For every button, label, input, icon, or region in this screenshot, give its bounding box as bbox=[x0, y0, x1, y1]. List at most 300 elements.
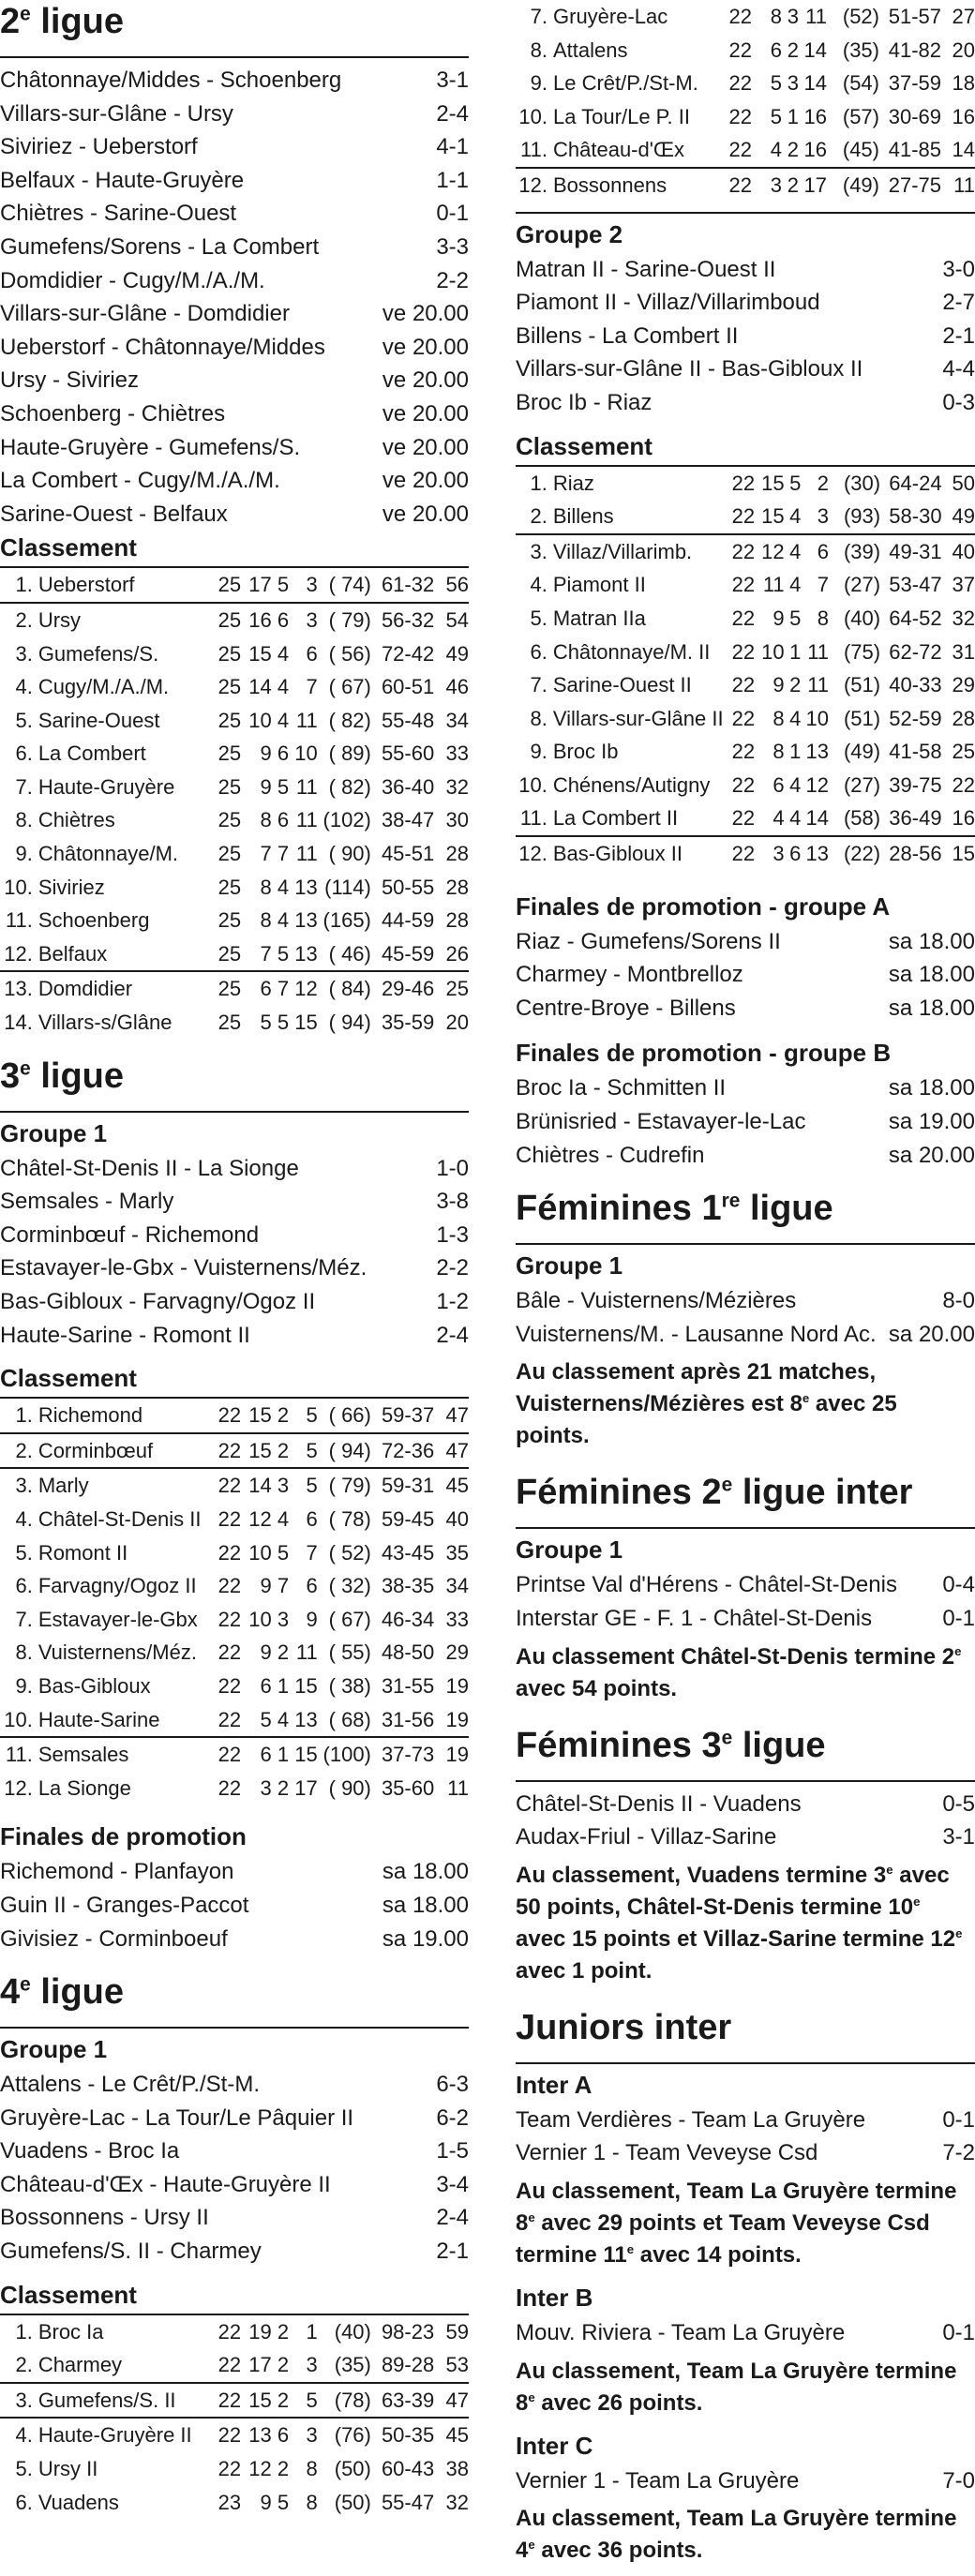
wins-cell: 5 bbox=[260, 1011, 272, 1035]
points-cell: 29 bbox=[952, 673, 975, 697]
wins-cell: 3 bbox=[260, 1775, 272, 1800]
standings-row bbox=[516, 735, 975, 769]
wins-cell: 15 bbox=[241, 2383, 272, 2419]
rank-cell: 10. bbox=[518, 772, 548, 797]
wins-cell: 11 bbox=[762, 573, 785, 597]
played-cell: 25 bbox=[218, 1011, 242, 1035]
match-row bbox=[0, 397, 469, 431]
match-row bbox=[516, 2104, 975, 2137]
team-cell: Sarine-Ouest bbox=[38, 708, 160, 732]
goals-cell: 45-59 bbox=[371, 937, 434, 972]
team-cell: Bossonnens bbox=[553, 172, 668, 197]
standings-row bbox=[0, 670, 469, 704]
losses-cell: 3 bbox=[289, 2348, 318, 2383]
wins-cell: 9 bbox=[772, 606, 785, 630]
played-cell: 22 bbox=[731, 539, 756, 563]
team-cell: Riaz bbox=[552, 471, 594, 495]
match-teams: Broc Ia - Schmitten II bbox=[516, 1075, 727, 1101]
penalty-cell: (49) bbox=[842, 172, 879, 197]
section-title-ligue2: 2e ligue bbox=[0, 2, 124, 41]
standings-row bbox=[0, 904, 469, 937]
standings-row bbox=[0, 1398, 469, 1433]
ligue4-group2-title: Groupe 2 bbox=[516, 212, 975, 249]
points-cell: 11 bbox=[953, 172, 975, 197]
played-cell: 22 bbox=[720, 133, 752, 168]
points-cell: 18 bbox=[952, 71, 975, 96]
played-cell: 25 bbox=[218, 607, 242, 632]
rank-cell: 8. bbox=[530, 706, 548, 730]
points-cell: 26 bbox=[434, 937, 469, 972]
rank-cell: 11. bbox=[5, 1743, 33, 1767]
match-score: 6-3 bbox=[436, 2072, 469, 2098]
penalty-cell: (52) bbox=[842, 5, 879, 28]
penalty-cell: (35) bbox=[842, 37, 879, 62]
standings-row bbox=[0, 2348, 469, 2383]
left-column bbox=[0, 0, 469, 2519]
match-teams: Attalens - Le Crêt/P./St-M. bbox=[0, 2072, 260, 2098]
points-cell: 16 bbox=[942, 801, 975, 836]
ligue3-group-title: Groupe 1 bbox=[0, 1111, 469, 1148]
played-cell: 22 bbox=[218, 1673, 242, 1698]
match-score: ve 20.00 bbox=[382, 367, 469, 394]
penalty-cell: (75) bbox=[843, 639, 881, 664]
losses-cell: 10 bbox=[294, 741, 318, 766]
team-cell: Charmey bbox=[38, 2348, 209, 2383]
match-teams: Audax-Friul - Villaz-Sarine bbox=[516, 1824, 777, 1850]
match-row bbox=[0, 164, 469, 198]
points-cell: 28 bbox=[445, 842, 469, 866]
wins-cell: 9 bbox=[772, 673, 785, 697]
points-cell: 49 bbox=[942, 500, 975, 534]
played-cell: 22 bbox=[218, 1640, 242, 1665]
played-cell: 22 bbox=[728, 172, 752, 197]
draws-cell: 4 bbox=[789, 573, 802, 597]
team-cell: Ueberstorf bbox=[38, 567, 209, 603]
match-score: 1-5 bbox=[436, 2138, 469, 2164]
losses-cell: 15 bbox=[294, 1673, 318, 1698]
section-title-juniors: Juniors inter bbox=[516, 2007, 732, 2047]
standings-row bbox=[516, 769, 975, 802]
match-teams: Bas-Gibloux - Farvagny/Ogoz II bbox=[0, 1289, 316, 1314]
draws-cell: 6 bbox=[277, 741, 290, 766]
draws-cell: 3 bbox=[277, 1474, 290, 1498]
team-cell: Chénens/Autigny bbox=[552, 772, 711, 797]
rank-cell: 8. bbox=[15, 808, 33, 832]
team-cell: Bas-Gibloux II bbox=[552, 842, 682, 866]
wins-cell: 16 bbox=[248, 607, 272, 632]
rank-cell: 5. bbox=[15, 2457, 33, 2481]
match-score: 2-2 bbox=[436, 267, 469, 293]
match-teams: Richemond - Planfayon bbox=[0, 1859, 234, 1885]
losses-cell: 8 bbox=[817, 606, 830, 630]
goals-cell: 50-35 bbox=[381, 2423, 435, 2448]
points-cell: 40 bbox=[445, 1506, 469, 1531]
ligue4-group2-standings-title: Classement bbox=[516, 431, 652, 460]
rank-cell: 4. bbox=[15, 1506, 33, 1531]
goals-cell: 60-51 bbox=[381, 675, 435, 699]
match-teams: Gumefens/Sorens - La Combert bbox=[0, 233, 320, 260]
wins-cell: 19 bbox=[248, 2319, 272, 2344]
match-teams: Schoenberg - Chiètres bbox=[0, 400, 226, 427]
goals-cell: 64-52 bbox=[889, 606, 942, 630]
penalty-cell: (49) bbox=[843, 740, 881, 764]
standings-row bbox=[516, 668, 975, 702]
played-cell: 22 bbox=[731, 842, 756, 866]
match-row bbox=[0, 297, 469, 331]
wins-cell: 15 bbox=[241, 1433, 272, 1469]
team-cell: La Tour/Le P. II bbox=[553, 104, 690, 128]
team-cell: Attalens bbox=[553, 37, 628, 62]
penalty-cell: ( 67) bbox=[328, 1607, 371, 1631]
match-teams: Estavayer-le-Gbx - Vuisternens/Méz. bbox=[0, 1255, 368, 1281]
penalty-cell: (35) bbox=[318, 2348, 371, 2383]
draws-cell: 6 bbox=[277, 808, 290, 832]
ligue2-standings bbox=[0, 566, 469, 1039]
ligue4-results bbox=[0, 2068, 469, 2269]
match-teams: Château-d'Œx - Haute-Gruyère II bbox=[0, 2171, 331, 2197]
team-cell: Corminbœuf bbox=[38, 1433, 209, 1469]
played-cell: 22 bbox=[731, 740, 756, 764]
wins-cell: 6 bbox=[260, 977, 272, 1001]
points-cell: 35 bbox=[445, 1540, 469, 1565]
promo-b-list bbox=[516, 1071, 975, 1172]
penalty-cell: ( 68) bbox=[318, 1703, 371, 1738]
played-cell: 25 bbox=[218, 875, 242, 899]
match-teams: Riaz - Gumefens/Sorens II bbox=[516, 928, 781, 954]
rank-cell: 6. bbox=[15, 1574, 33, 1598]
ligue2-results bbox=[0, 56, 469, 297]
rank-cell: 1. bbox=[0, 567, 38, 603]
wins-cell: 9 bbox=[260, 2490, 272, 2514]
penalty-cell: (102) bbox=[322, 808, 371, 832]
match-teams: Brünisried - Estavayer-le-Lac bbox=[516, 1109, 806, 1135]
points-cell: 30 bbox=[445, 808, 469, 832]
inter-c-note: Au classement, Team La Gruyère termine 4e avec 36 points. bbox=[516, 2506, 957, 2564]
wins-cell: 8 bbox=[772, 740, 785, 764]
match-teams: Corminbœuf - Richemond bbox=[0, 1221, 260, 1248]
played-cell: 22 bbox=[731, 706, 756, 730]
rank-cell: 5. bbox=[530, 606, 548, 630]
rank-cell: 7. bbox=[530, 673, 548, 697]
played-cell: 25 bbox=[218, 774, 242, 799]
points-cell: 33 bbox=[445, 741, 469, 766]
standings-row bbox=[0, 1468, 469, 1503]
wins-cell: 10 bbox=[248, 1540, 272, 1565]
losses-cell: 5 bbox=[289, 1398, 318, 1433]
played-cell: 25 bbox=[218, 908, 242, 933]
match-score: 0-5 bbox=[942, 1790, 975, 1817]
penalty-cell: (50) bbox=[334, 2490, 371, 2514]
rank-cell: 4. bbox=[15, 2423, 33, 2448]
inter-c-title: Inter C bbox=[516, 2431, 593, 2460]
points-cell: 20 bbox=[952, 37, 975, 62]
team-cell: Haute-Gruyère II bbox=[38, 2423, 192, 2448]
match-teams: Semsales - Marly bbox=[0, 1189, 174, 1215]
match-score: ve 20.00 bbox=[382, 468, 469, 494]
wins-cell: 4 bbox=[752, 133, 782, 168]
standings-row bbox=[0, 1569, 469, 1603]
penalty-cell: (76) bbox=[334, 2423, 371, 2448]
penalty-cell: ( 79) bbox=[328, 1474, 371, 1498]
standings-row bbox=[0, 837, 469, 871]
wins-cell: 9 bbox=[260, 741, 272, 766]
draws-cell: 1 bbox=[789, 740, 802, 764]
penalty-cell: ( 94) bbox=[318, 1433, 371, 1469]
standings-row bbox=[516, 534, 975, 569]
match-score: 8-0 bbox=[942, 1288, 975, 1314]
team-cell: Haute-Sarine bbox=[38, 1703, 209, 1738]
match-row bbox=[516, 1105, 975, 1139]
losses-cell: 14 bbox=[803, 71, 827, 96]
penalty-cell: ( 32) bbox=[328, 1574, 371, 1598]
inter-a-results bbox=[516, 2104, 975, 2170]
draws-cell: 4 bbox=[277, 875, 290, 899]
match-score: 3-0 bbox=[942, 256, 975, 282]
rank-cell: 6. bbox=[15, 2490, 33, 2514]
match-row bbox=[0, 1319, 469, 1353]
match-teams: Team Verdières - Team La Gruyère bbox=[516, 2106, 866, 2133]
match-score: 3-8 bbox=[436, 1189, 469, 1215]
rank-cell: 5. bbox=[15, 1540, 33, 1565]
match-row bbox=[516, 386, 975, 420]
goals-cell: 59-31 bbox=[381, 1474, 435, 1498]
points-cell: 33 bbox=[445, 1607, 469, 1631]
fem2-group-title: Groupe 1 bbox=[516, 1527, 975, 1565]
match-teams: Billens - La Combert II bbox=[516, 322, 739, 349]
team-cell: La Combert bbox=[38, 741, 146, 766]
match-teams: Printse Val d'Hérens - Châtel-St-Denis bbox=[516, 1572, 897, 1598]
match-teams: Villars-sur-Glâne - Domdidier bbox=[0, 301, 290, 327]
points-cell: 19 bbox=[434, 1703, 469, 1738]
match-teams: Vernier 1 - Team Veveyse Csd bbox=[516, 2140, 818, 2166]
rank-cell: 8. bbox=[15, 1640, 33, 1665]
draws-cell: 4 bbox=[789, 539, 802, 563]
inter-b-note: Au classement, Team La Gruyère termine 8e avec 26 points. bbox=[516, 2358, 957, 2416]
standings-row bbox=[0, 971, 469, 1006]
goals-cell: 38-35 bbox=[381, 1574, 435, 1598]
match-score: 1-0 bbox=[436, 1155, 469, 1181]
fem3-results bbox=[516, 1780, 975, 1854]
match-score: 3-1 bbox=[942, 1824, 975, 1850]
played-cell: 25 bbox=[218, 977, 242, 1001]
section-title-fem2: Féminines 2e ligue inter bbox=[516, 1473, 913, 1513]
points-cell: 19 bbox=[445, 1673, 469, 1698]
match-row bbox=[0, 1855, 469, 1889]
goals-cell: 63-39 bbox=[371, 2383, 434, 2419]
match-row bbox=[516, 2464, 975, 2498]
match-score: ve 20.00 bbox=[382, 334, 469, 360]
wins-cell: 8 bbox=[260, 875, 272, 899]
draws-cell: 5 bbox=[789, 471, 802, 495]
wins-cell: 10 bbox=[761, 639, 785, 664]
wins-cell: 17 bbox=[241, 2348, 272, 2383]
goals-cell: 31-56 bbox=[371, 1703, 434, 1738]
goals-cell: 29-46 bbox=[381, 977, 435, 1001]
match-teams: Vuisternens/M. - Lausanne Nord Ac. bbox=[516, 1321, 877, 1347]
goals-cell: 56-32 bbox=[381, 607, 435, 632]
goals-cell: 60-43 bbox=[381, 2457, 435, 2481]
played-cell: 22 bbox=[731, 573, 756, 597]
losses-cell: 7 bbox=[817, 573, 830, 597]
penalty-cell: ( 84) bbox=[328, 977, 371, 1001]
played-cell: 22 bbox=[731, 639, 756, 664]
team-cell: Chiètres bbox=[38, 808, 115, 832]
wins-cell: 7 bbox=[241, 937, 272, 972]
standings-row bbox=[0, 2486, 469, 2520]
wins-cell: 6 bbox=[772, 772, 785, 797]
rank-cell: 6. bbox=[15, 741, 33, 766]
played-cell: 22 bbox=[731, 673, 756, 697]
losses-cell: 13 bbox=[294, 875, 318, 899]
match-score: 3-1 bbox=[436, 67, 469, 93]
team-cell: Villars-sur-Glâne II bbox=[552, 706, 724, 730]
losses-cell: 16 bbox=[803, 104, 827, 128]
promo-a-title: Finales de promotion - groupe A bbox=[516, 891, 891, 921]
draws-cell: 5 bbox=[277, 2490, 290, 2514]
match-row bbox=[516, 1071, 975, 1105]
goals-cell: 72-42 bbox=[381, 641, 435, 666]
played-cell: 23 bbox=[218, 2490, 242, 2514]
penalty-cell: ( 78) bbox=[328, 1506, 371, 1531]
match-score: sa 19.00 bbox=[888, 1109, 975, 1135]
points-cell: 45 bbox=[445, 1474, 469, 1498]
team-cell: Piamont II bbox=[552, 573, 646, 597]
ligue2-fixtures bbox=[0, 297, 469, 531]
rank-cell: 9. bbox=[530, 740, 548, 764]
team-cell: La Sionge bbox=[38, 1775, 131, 1800]
played-cell: 22 bbox=[218, 1474, 242, 1498]
goals-cell: 52-59 bbox=[889, 706, 942, 730]
match-row bbox=[0, 64, 469, 97]
ligue4-standings-title: Classement bbox=[0, 2280, 137, 2309]
goals-cell: 35-59 bbox=[381, 1011, 435, 1035]
rank-cell: 3. bbox=[15, 1474, 33, 1498]
match-score: 0-1 bbox=[942, 2106, 975, 2133]
match-teams: Villars-sur-Glâne - Ursy bbox=[0, 100, 233, 127]
rank-cell: 9. bbox=[15, 1673, 33, 1698]
rank-cell: 4. bbox=[530, 573, 548, 597]
draws-cell: 2 bbox=[272, 1398, 289, 1433]
draws-cell: 3 bbox=[787, 71, 799, 96]
match-teams: Haute-Sarine - Romont II bbox=[0, 1322, 250, 1348]
played-cell: 22 bbox=[208, 1433, 241, 1469]
section-title-fem3: Féminines 3e ligue bbox=[516, 1725, 826, 1765]
goals-cell: 55-48 bbox=[381, 708, 435, 732]
fem3-note: Au classement, Vuadens termine 3e avec 50 points, Châtel-St-Denis termine 10e avec 15 points et Villaz-Sarine termine 12e avec 1 point. bbox=[516, 1862, 963, 1984]
penalty-cell: ( 52) bbox=[328, 1540, 371, 1565]
match-row bbox=[0, 2201, 469, 2235]
standings-row bbox=[516, 602, 975, 636]
goals-cell: 28-56 bbox=[889, 842, 942, 866]
points-cell: 15 bbox=[952, 842, 975, 866]
played-cell: 22 bbox=[731, 471, 756, 495]
ligue3-promo-title: Finales de promotion bbox=[0, 1822, 247, 1851]
penalty-cell: ( 90) bbox=[328, 1775, 371, 1800]
rank-cell: 8. bbox=[530, 37, 548, 62]
match-score: 2-2 bbox=[436, 1255, 469, 1281]
match-row bbox=[516, 2316, 975, 2350]
draws-cell: 2 bbox=[787, 37, 799, 62]
match-score: sa 18.00 bbox=[888, 962, 975, 988]
points-cell: 46 bbox=[445, 675, 469, 699]
points-cell: 40 bbox=[952, 539, 975, 563]
fem1-note: Au classement après 21 matches, Vuisternens/Mézières est 8e avec 25 points. bbox=[516, 1359, 897, 1449]
section-title-ligue4: 4e ligue bbox=[0, 1972, 124, 2013]
losses-cell: 12 bbox=[294, 977, 318, 1001]
team-cell: Gruyère-Lac bbox=[553, 5, 668, 28]
rank-cell: 1. bbox=[0, 1398, 38, 1433]
match-row bbox=[0, 1285, 469, 1319]
penalty-cell: (51) bbox=[843, 706, 881, 730]
match-row bbox=[516, 352, 975, 386]
losses-cell: 8 bbox=[306, 2490, 318, 2514]
points-cell: 34 bbox=[445, 1574, 469, 1598]
penalty-cell: ( 82) bbox=[328, 708, 371, 732]
ligue3-results bbox=[0, 1152, 469, 1353]
points-cell: 49 bbox=[445, 641, 469, 666]
team-cell: Villaz/Villarimb. bbox=[552, 539, 693, 563]
played-cell: 22 bbox=[218, 1574, 242, 1598]
penalty-cell: (78) bbox=[318, 2383, 371, 2419]
match-row bbox=[0, 1185, 469, 1219]
team-cell: Châtonnaye/M. II bbox=[552, 639, 711, 664]
points-cell: 19 bbox=[445, 1743, 469, 1767]
match-teams: Villars-sur-Glâne II - Bas-Gibloux II bbox=[516, 356, 863, 382]
match-score: sa 18.00 bbox=[888, 928, 975, 954]
rank-cell: 6. bbox=[530, 639, 548, 664]
wins-cell: 5 bbox=[241, 1703, 272, 1738]
points-cell: 25 bbox=[952, 740, 975, 764]
wins-cell: 8 bbox=[770, 5, 782, 28]
match-teams: Haute-Gruyère - Gumefens/S. bbox=[0, 434, 301, 460]
draws-cell: 2 bbox=[272, 2383, 289, 2419]
standings-row bbox=[0, 1433, 469, 1469]
penalty-cell: (100) bbox=[322, 1743, 371, 1767]
penalty-cell: (39) bbox=[843, 539, 881, 563]
goals-cell: 45-51 bbox=[381, 842, 435, 866]
match-row bbox=[516, 925, 975, 959]
goals-cell: 72-36 bbox=[371, 1433, 434, 1469]
losses-cell: 11 bbox=[295, 708, 318, 732]
team-cell: Bas-Gibloux bbox=[38, 1673, 151, 1698]
goals-cell: 41-58 bbox=[889, 740, 942, 764]
match-row bbox=[516, 1284, 975, 1318]
draws-cell: 3 bbox=[787, 5, 799, 28]
wins-cell: 14 bbox=[248, 675, 272, 699]
points-cell: 29 bbox=[445, 1640, 469, 1665]
draws-cell: 4 bbox=[277, 1506, 290, 1531]
draws-cell: 1 bbox=[277, 1743, 290, 1767]
points-cell: 14 bbox=[941, 133, 975, 168]
match-score: 2-4 bbox=[436, 2205, 469, 2231]
section-title-fem1: Féminines 1re ligue bbox=[516, 1189, 833, 1229]
wins-cell: 15 bbox=[761, 471, 785, 495]
points-cell: 54 bbox=[445, 607, 469, 632]
match-row bbox=[516, 1318, 975, 1352]
inter-a-title: Inter A bbox=[516, 2062, 975, 2100]
penalty-cell: ( 55) bbox=[328, 1640, 371, 1665]
penalty-cell: ( 67) bbox=[328, 675, 371, 699]
rank-cell: 10. bbox=[0, 1703, 38, 1738]
draws-cell: 2 bbox=[277, 2457, 290, 2481]
points-cell: 59 bbox=[445, 2319, 469, 2344]
draws-cell: 7 bbox=[277, 842, 290, 866]
goals-cell: 50-55 bbox=[381, 875, 435, 899]
wins-cell: 8 bbox=[772, 706, 785, 730]
played-cell: 22 bbox=[218, 2423, 242, 2448]
goals-cell: 46-34 bbox=[381, 1607, 435, 1631]
match-row bbox=[0, 2168, 469, 2202]
